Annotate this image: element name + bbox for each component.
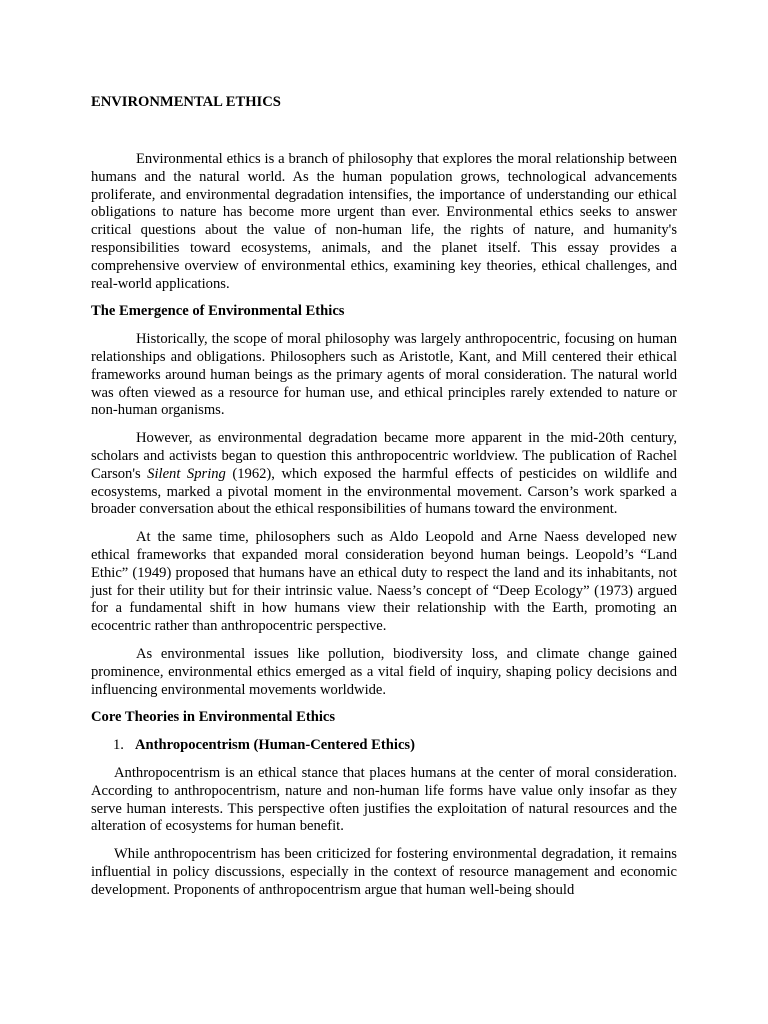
list-item-title: Anthropocentrism (Human-Centered Ethics)	[135, 737, 415, 754]
book-title-silent-spring: Silent Spring	[147, 465, 226, 482]
emergence-paragraph-1: Historically, the scope of moral philosophy was largely anthropocentric, focusing on human relationships and obligations. Philosophers such as Aristotle, Kant, and Mill centered their ethical frameworks around human beings as the primary agents of moral consideration. The natural world was often viewed as a resource for human use, and ethical principles rarely extended to nature or non-human organisms.	[91, 331, 677, 419]
paragraph-text: However, as environmental degradation became more apparent in the mid-20th century, scholars and activists began to question this anthropocentric worldview. The publication of Rachel Carson's	[91, 430, 677, 482]
document-title: ENVIRONMENTAL ETHICS	[91, 94, 281, 110]
paragraph-text: (1962), which exposed the harmful effects of pesticides on wildlife and ecosystems, marked a pivotal moment in the environmental movement. Carson’s work sparked a broader conversation about the ethical responsibilities of humans toward the environment.	[91, 465, 677, 518]
emergence-paragraph-2	[91, 430, 677, 519]
section-heading-emergence: The Emergence of Environmental Ethics	[91, 303, 345, 320]
list-item-anthropocentrism	[91, 737, 677, 755]
intro-paragraph: Environmental ethics is a branch of philosophy that explores the moral relationship between humans and the natural world. As the human population grows, technological advancements proliferate, and environmental degradation intensifies, the importance of understanding our ethical obligations to nature has become more urgent than ever. Environmental ethics seeks to answer critical questions about the value of non-human life, the rights of nature, and humanity's responsibilities toward ecosystems, animals, and the planet itself. This essay provides a comprehensive overview of environmental ethics, examining key theories, ethical challenges, and real-world applications.	[91, 151, 677, 292]
list-number: 1.	[113, 737, 124, 754]
section-heading-core-theories: Core Theories in Environmental Ethics	[91, 709, 336, 726]
emergence-paragraph-3: At the same time, philosophers such as Aldo Leopold and Arne Naess developed new ethical frameworks that expanded moral consideration beyond human beings. Leopold’s “Land Ethic” (1949) proposed that humans have an ethical duty to respect the land and its inhabitants, not just for their utility but for their intrinsic value. Naess’s concept of “Deep Ecology” (1973) argued for a fundamental shift in how humans view their relationship with the Earth, promoting an ecocentric rather than anthropocentric perspective.	[91, 529, 677, 635]
emergence-paragraph-4: As environmental issues like pollution, biodiversity loss, and climate change gained prominence, environmental ethics emerged as a vital field of inquiry, shaping policy decisions and influencing environmental movements worldwide.	[91, 645, 677, 698]
anthropocentrism-paragraph-1: Anthropocentrism is an ethical stance that places humans at the center of moral consideration. According to anthropocentrism, nature and non-human life forms have value only insofar as they serve human interests. This perspective often justifies the exploitation of natural resources and the alteration of ecosystems for human benefit.	[91, 764, 677, 835]
document-body	[91, 151, 677, 909]
anthropocentrism-paragraph-2: While anthropocentrism has been criticized for fostering environmental degradation, it remains influential in policy discussions, especially in the context of resource management and economic development. Proponents of anthropocentrism argue that human well-being should	[91, 846, 677, 898]
